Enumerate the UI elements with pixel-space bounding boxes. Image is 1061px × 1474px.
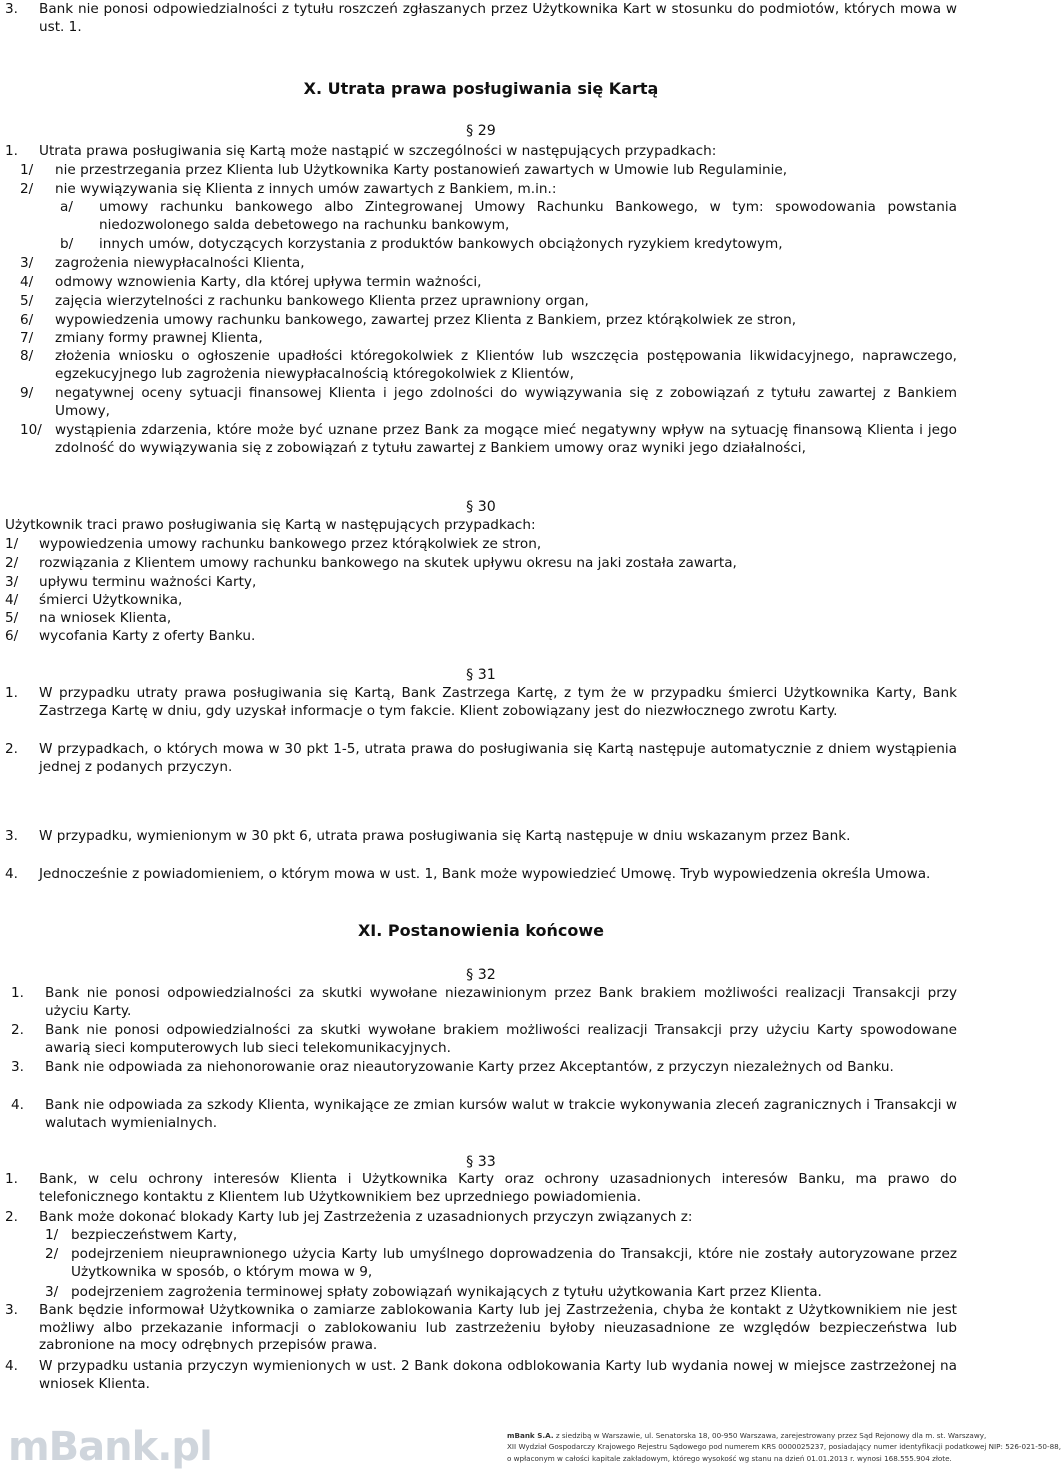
item-number: 4/ [5, 592, 19, 608]
item-number: 3. [5, 828, 18, 844]
company-info-line-2: XII Wydział Gospodarczy Krajowego Rejestru Sądowego pod numerem KRS 0000025237, posiadający numer identyfikacji podatkowej NIP: 526-021-50-88, [507, 1442, 1061, 1452]
list-item [11, 1097, 957, 1132]
item-number: 1. [11, 985, 24, 1001]
item-text: Bank może dokonać blokady Karty lub jej Zastrzeżenia z uzasadnionych przyczyn związanych z: [39, 1209, 693, 1225]
item-text: odmowy wznowienia Karty, dla której upływa termin ważności, [55, 274, 482, 290]
paragraph-heading: § 32 [466, 967, 496, 983]
item-number: 3/ [45, 1284, 59, 1300]
section-title: X. Utrata prawa posługiwania się Kartą [303, 79, 659, 98]
list-item [5, 828, 957, 846]
list-item [5, 1209, 957, 1227]
item-number: 3/ [20, 255, 34, 271]
page-footer [0, 1418, 1061, 1474]
item-number: 1. [5, 685, 18, 701]
item-number: 3. [5, 1, 18, 17]
list-item [20, 348, 957, 383]
item-text: śmierci Użytkownika, [39, 592, 183, 608]
list-item [5, 1171, 957, 1206]
item-number: 2. [5, 1209, 18, 1225]
list-item [5, 592, 957, 610]
list-item [5, 555, 957, 573]
list-item [20, 274, 957, 292]
item-number: b/ [60, 236, 74, 252]
item-number: 4. [11, 1097, 24, 1113]
list-item [45, 1246, 957, 1281]
list-item [60, 236, 957, 254]
item-text: wypowiedzenia umowy rachunku bankowego, zawartej przez Klienta z Bankiem, przez którąkolwiek ze stron, [55, 312, 797, 328]
item-number: 5/ [20, 293, 34, 309]
list-item [5, 1302, 957, 1355]
item-text: na wniosek Klienta, [39, 610, 172, 626]
item-number: 2/ [20, 181, 34, 197]
list-item [11, 1059, 957, 1077]
item-text: Bank nie odpowiada za niehonorowanie oraz nieautoryzowanie Karty przez Akceptantów, z przyczyn niezależnych od Banku. [45, 1059, 894, 1075]
list-item [5, 628, 957, 646]
item-number: 1/ [20, 162, 34, 178]
item-text: innych umów, dotyczących korzystania z produktów bankowych obciążonych ryzykiem kredytowym, [99, 236, 783, 252]
item-text: Bank, w celu ochrony interesów Klienta i Użytkownika Karty oraz ochrony uzasadnionych interesów Banku, ma prawo do telefonicznego kontaktu z Klientem lub Użytkownikiem bez uprzedniego powiadomienia. [39, 1171, 957, 1205]
list-item [20, 312, 957, 330]
item-number: 6/ [20, 312, 34, 328]
paragraph-heading: § 30 [466, 499, 496, 515]
item-number: 2. [11, 1022, 24, 1038]
list-item [5, 1358, 957, 1393]
list-item [5, 143, 957, 161]
item-number: 3. [5, 1302, 18, 1318]
lead-text: Użytkownik traci prawo posługiwania się Kartą w następujących przypadkach: [5, 517, 536, 533]
item-text: nie przestrzegania przez Klienta lub Użytkownika Karty postanowień zawartych w Umowie lub Regulaminie, [55, 162, 788, 178]
list-item [20, 181, 957, 199]
item-text: W przypadku ustania przyczyn wymienionych w ust. 2 Bank dokona odblokowania Karty lub wydania nowej w miejsce zastrzeżonej na wniosek Klienta. [39, 1358, 957, 1392]
item-text: złożenia wniosku o ogłoszenie upadłości któregokolwiek z Klientów lub wszczęcia postępowania likwidacyjnego, naprawczego, egzekucyjnego lub zagrożenia niewypłacalnością któregokolwiek z Klientów, [55, 348, 957, 382]
section-sign-icon: § [466, 499, 474, 515]
list-item [5, 610, 957, 628]
company-info-line-1: mBank S.A. z siedzibą w Warszawie, ul. Senatorska 18, 00-950 Warszawa, zarejestrowany przez Sąd Rejonowy dla m. st. Warszawy, [507, 1431, 987, 1440]
item-number: 8/ [20, 348, 34, 364]
item-text: wypowiedzenia umowy rachunku bankowego przez którąkolwiek ze stron, [39, 536, 542, 552]
item-number: 9/ [20, 385, 34, 401]
item-number: 1. [5, 143, 18, 159]
section-sign-icon: § [466, 967, 474, 983]
list-item [20, 255, 957, 273]
item-number: 1/ [5, 536, 19, 552]
item-number: 10/ [20, 422, 42, 438]
item-text: bezpieczeństwem Karty, [71, 1227, 238, 1243]
list-item [20, 385, 957, 420]
list-item [45, 1284, 957, 1302]
item-text: zagrożenia niewypłacalności Klienta, [55, 255, 305, 271]
item-text: zajęcia wierzytelności z rachunku bankowego Klienta przez uprawniony organ, [55, 293, 589, 309]
item-text: Bank nie ponosi odpowiedzialności za skutki wywołane niezawinionym przez Bank brakiem możliwości realizacji Transakcji przy użyciu Karty. [45, 985, 957, 1019]
list-item [11, 985, 957, 1020]
paragraph-heading: § 29 [466, 123, 496, 139]
item-text: negatywnej oceny sytuacji finansowej Klienta i jego zdolności do wywiązywania się z zobowiązań z tytułu zawartej z Bankiem Umowy, [55, 385, 957, 419]
mbank-logo: mBank.pl [8, 1424, 212, 1470]
list-item [5, 866, 957, 884]
list-item [20, 330, 957, 348]
item-text: W przypadku, wymienionym w 30 pkt 6, utrata prawa posługiwania się Kartą następuje w dniu wskazanym przez Bank. [39, 828, 851, 844]
item-number: 3/ [5, 574, 19, 590]
item-text: wycofania Karty z oferty Banku. [39, 628, 256, 644]
item-text: wystąpienia zdarzenia, które może być uznane przez Bank za mogące mieć negatywny wpływ na sytuację finansową Klienta i jego zdolność do wywiązywania się z zobowiązań z tytułu zawartej z Bankiem umowy oraz wyniki jego działalności, [55, 422, 957, 456]
company-info-line-3: o wpłaconym w całości kapitale zakładowym, którego wysokość wg stanu na dzień 01.01.2013 r. wynosi 168.555.904 złote. [507, 1453, 952, 1463]
item-number: 7/ [20, 330, 34, 346]
list-item [45, 1227, 957, 1245]
item-number: 6/ [5, 628, 19, 644]
item-text: Utrata prawa posługiwania się Kartą może nastąpić w szczególności w następujących przypadkach: [39, 143, 717, 159]
company-info [507, 1430, 1061, 1464]
section-sign-icon: § [466, 667, 474, 683]
item-number: 5/ [5, 610, 19, 626]
list-item [60, 199, 957, 234]
item-text: rozwiązania z Klientem umowy rachunku bankowego na skutek upływu okresu na jaki została zawarta, [39, 555, 737, 571]
item-number: a/ [60, 199, 73, 215]
item-text: nie wywiązywania się Klienta z innych umów zawartych z Bankiem, m.in.: [55, 181, 557, 197]
item-number: 1. [5, 1171, 18, 1187]
item-number: 4. [5, 866, 18, 882]
item-text: podejrzeniem nieuprawnionego użycia Karty lub umyślnego doprowadzenia do Transakcji, które nie zostały autoryzowane przez Użytkownika w sposób, o którym mowa w 9, [71, 1246, 957, 1280]
item-text: Bank będzie informował Użytkownika o zamiarze zablokowania Karty lub jej Zastrzeżenia, chyba że kontakt z Użytkownikiem nie jest możliwy albo przekazanie informacji o zablokowaniu lub zastrzeżeniu byłoby nieuzasadnione ze względów bezpieczeństwa lub zabronione na mocy odrębnych przepisów prawa. [39, 1302, 957, 1354]
section-sign-icon: § [466, 1154, 474, 1170]
list-item [20, 422, 957, 457]
list-item [11, 1022, 957, 1057]
item-text: W przypadkach, o których mowa w 30 pkt 1-5, utrata prawa do posługiwania się Kartą następuje automatycznie z dniem wystąpienia jednej z podanych przyczyn. [39, 741, 957, 775]
item-number: 3. [11, 1059, 24, 1075]
list-item [5, 685, 957, 720]
item-text: zmiany formy prawnej Klienta, [55, 330, 263, 346]
item-number: 2/ [5, 555, 19, 571]
item-text: umowy rachunku bankowego albo Zintegrowanej Umowy Rachunku Bankowego, w tym: spowodowania powstania niedozwolonego salda debetowego na rachunku bankowym, [99, 199, 957, 233]
list-item [20, 162, 957, 180]
item-text: Bank nie ponosi odpowiedzialności z tytułu roszczeń zgłaszanych przez Użytkownika Kart w stosunku do podmiotów, których mowa w ust. 1. [39, 1, 957, 35]
item-text: Jednocześnie z powiadomieniem, o którym mowa w ust. 1, Bank może wypowiedzieć Umowę. Tryb wypowiedzenia określa Umowa. [39, 866, 931, 882]
paragraph-heading: § 31 [466, 667, 496, 683]
item-text: Bank nie odpowiada za szkody Klienta, wynikające ze zmian kursów walut w trakcie wykonywania zleceń zagranicznych i Transakcji w walutach wymienialnych. [45, 1097, 957, 1131]
item-text: W przypadku utraty prawa posługiwania się Kartą, Bank Zastrzega Kartę, z tym że w przypadku śmierci Użytkownika Karty, Bank Zastrzega Kartę w dniu, gdy uzyskał informacje o tym fakcie. Klient zobowiązany jest do niezwłocznego zwrotu Karty. [39, 685, 957, 719]
item-text: podejrzeniem zagrożenia terminowej spłaty zobowiązań wynikających z tytułu użytkowania Kart przez Klienta. [71, 1284, 822, 1300]
item-number: 2/ [45, 1246, 59, 1262]
item-text: upływu terminu ważności Karty, [39, 574, 257, 590]
section-sign-icon: § [466, 123, 474, 139]
item-number: 1/ [45, 1227, 59, 1243]
item-number: 4. [5, 1358, 18, 1374]
list-item [5, 1, 957, 36]
item-number: 4/ [20, 274, 34, 290]
list-item [20, 293, 957, 311]
list-item [5, 574, 957, 592]
list-item [5, 536, 957, 554]
section-title: XI. Postanowienia końcowe [357, 921, 605, 940]
paragraph-heading: § 33 [466, 1154, 496, 1170]
item-number: 2. [5, 741, 18, 757]
item-text: Bank nie ponosi odpowiedzialności za skutki wywołane brakiem możliwości realizacji Transakcji przy użyciu Karty spowodowane awarią sieci komputerowych lub sieci telekomunikacyjnych. [45, 1022, 957, 1056]
list-item [5, 741, 957, 776]
